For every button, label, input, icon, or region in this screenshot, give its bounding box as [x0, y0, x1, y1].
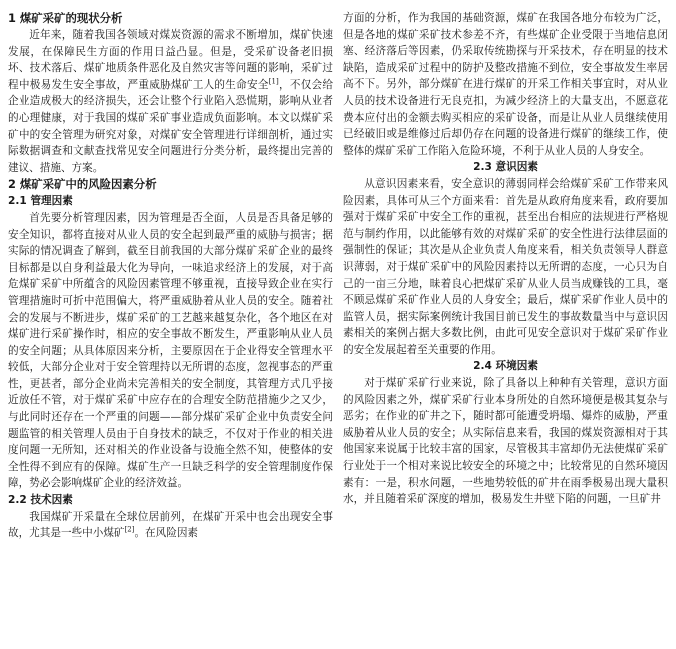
- subsection-2-3-paragraph: 从意识因素来看，安全意识的薄弱同样会给煤矿采矿工作带来风险因素，具体可从三个方面来看：首先是从政府角度来看，政府要加强对于煤矿采矿中安全工作的重视，甚至出台相应的法规进行严格规范与制约作用，以此能够有效的对煤矿采矿的安全性进行法律层面的强制性的保证；其次是从企业负责人角度来看，相关负责领导人群意识薄弱，对于煤矿采矿中的风险因素持以无所谓的态度，一心只为自己的一亩三分地，昧着良心把煤矿采矿从业人员当成赚钱的工具，毫不顾忌煤矿采矿作业人员的人身安全；最后，煤矿采矿作业人员中的监管人员，据实际案例统计我国目前已发生的事故数量当中与意识因素相关的案例占据大多数比例，由此可见安全意识对于煤矿采矿作业的安全发展起着至关重要的作用。: [343, 177, 668, 356]
- subsection-2-4-paragraph: 对于煤矿采矿行业来说，除了具备以上种种有关管理，意识方面的风险因素之外，煤矿采矿行业本身所处的自然环境便是极其复杂与恶劣；在作业的矿井之下，随时都可能遭受坍塌、爆炸的威胁，严重威胁着从业人员的安全；从实际信息来看，我国的煤炭资源相对于其他国家来说属于比较丰富的国家，尽管极其丰富却仍无法使煤矿采矿行业处于一个相对来说比较安全的环境之中；比较常见的自然环境因素有：一是，积水问题，一些地势较低的矿井在雨季极易出现大量积水，并且随着采矿深度的增加，极易发生井壁下陷的问题，一旦矿井: [343, 377, 668, 506]
- subsection-2-3-heading: 2.3 意识因素: [473, 161, 538, 174]
- citation-1: [1]: [268, 77, 279, 86]
- citation-2: [2]: [124, 525, 135, 534]
- subsection-2-2-paragraph: 我国煤矿开采量在全球位居前列，在煤矿开采中也会出现安全事故，尤其是一些中小煤矿[2]。在风险因素: [8, 510, 333, 540]
- section-2-heading: 2 煤矿采矿中的风险因素分析: [8, 177, 157, 192]
- right-column: [343, 10, 668, 649]
- subsection-2-4-heading: 2.4 环境因素: [473, 360, 538, 373]
- section-1-paragraph: 近年来，随着我国各领域对煤炭资源的需求不断增加，煤矿快速发展，在保障民生方面的作用日益凸显。但是，受采矿设备老旧损坏、技术落后、煤矿地质条件恶化及自然灾害等问题的影响，采矿过程中极易发生安全事故，严重威胁煤矿工人的生命安全[1]，不仅会给企业造成极大的经济损失，还会让整个行业陷入恐慌期，影响从业者的心理健康，对于我国的煤矿采矿事业造成负面影响。本文以煤矿采矿中的安全管理为研究对象，对煤矿安全管理进行详细剖析，通过实际数据调查和文献查找常见安全问题进行分类分析，最终提出完善的建议、措施、方案。: [8, 29, 334, 174]
- subsection-2-2-continuation: 方面的分析，作为我国的基础资源，煤矿在我国各地分布较为广泛，但是各地的煤矿采矿技术参差不齐，有些煤矿企业受限于当地信息闭塞、经济落后等因素，仍采取传统勘探与开采技术，存在明显的技术缺陷，造成采矿过程中的防护及整改措施不到位，安全事故发生率居高不下。另外，部分煤矿在进行煤矿的开采工作相关事宜时，对从业人员的技术设备进行无良克扣，为减少经济上的大量支出，不愿意花费本应付出的金额去购买相应的采矿设备，而是让从业人员继续使用已经破旧或是维修过后却仍存在问题的设备进行煤矿的继续工作，使整体的煤矿采矿工作陷入危险环境，不利于从业人员的人身安全。: [343, 12, 668, 157]
- subsection-2-2-heading: 2.2 技术因素: [8, 494, 73, 507]
- section-1-heading: 1 煤矿采矿的现状分析: [8, 11, 123, 25]
- subsection-2-1-paragraph: 首先要分析管理因素，因为管理是否全面，人员是否具备足够的安全知识，都将直接对从业人员的安全起到最严重的威胁与损害；据实际的情况调查了解到，截至目前我国的大部分煤矿采矿企业的最终目标都是以自身利益最大化为导向，一味追求经济上的发展，对于高危煤矿采矿中所蕴含的风险因素管理不够重视，直接导致企业在实行管理措施时可折中范围偏大，将严重威胁着从业人员的安全。随着社会的发展与不断进步，煤矿采矿的工艺越来越复杂化，各个地区在对煤矿进行采矿操作时，相应的安全事故不断发生，严重影响从业人员的安全问题；从具体原因来分析，主要原因在于企业得安全管理水平较低，大部分企业对于安全管理持以无所谓的态度，忽视事态的严重性，更甚者，部分企业尚未完善相关的安全制度，其管理方式几乎接近放任不管，对于煤矿采矿中应存在的合理安全防范措施少之又少，与此同时还存在一个严重的问题——部分煤矿采矿企业中负责安全问题监管的相关管理人员由于自身技术的缺乏，不仅对于作业的相关进度问题一无所知，还对相关的作业设备与设施全然不知，使整体的安全性得不到应有的保障。煤矿生产一旦缺乏科学的安全管理制度作保障，势必会影响煤矿企业的经济效益。: [8, 211, 333, 490]
- left-column: [8, 10, 333, 649]
- subsection-2-1-heading: 2.1 管理因素: [8, 195, 73, 208]
